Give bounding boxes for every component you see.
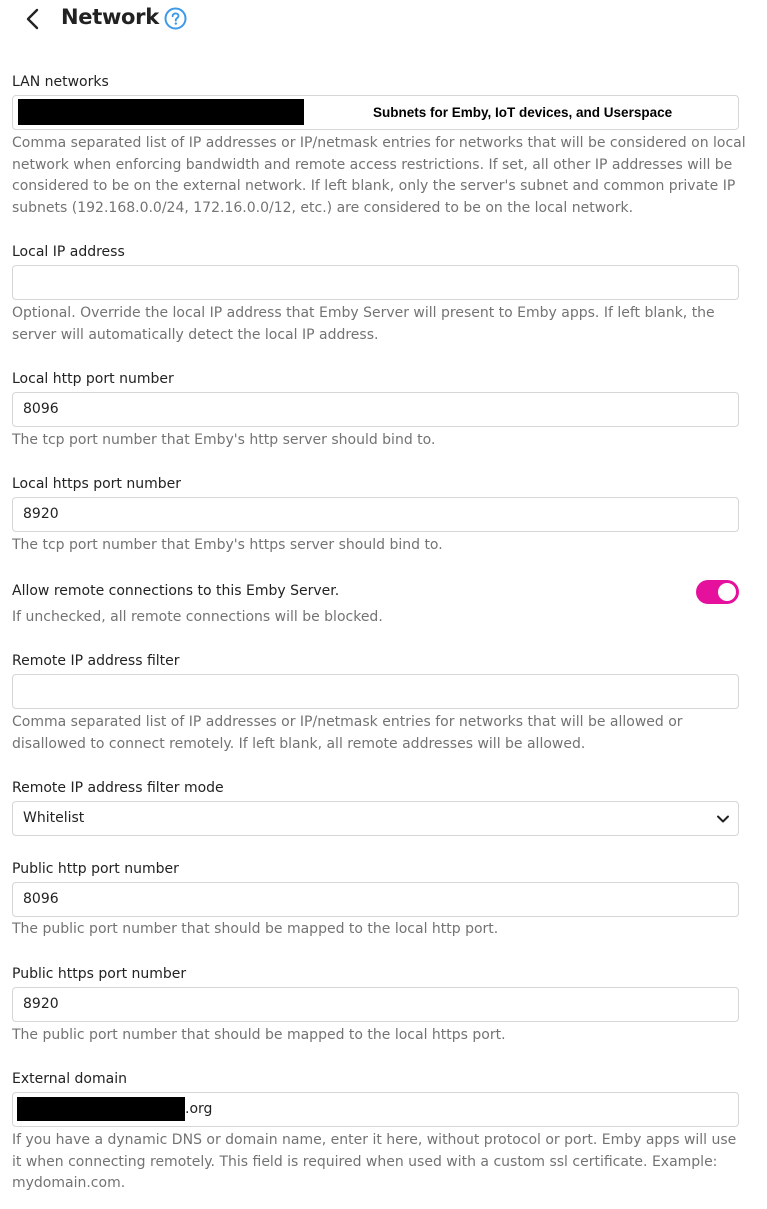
redacted-block (17, 1097, 185, 1121)
public-http-port-label: Public http port number (12, 861, 179, 877)
public-https-port-value: 8920 (23, 996, 59, 1012)
public-http-port-description: The public port number that should be mapped to the local http port. (12, 921, 499, 937)
external-domain-label: External domain (12, 1071, 127, 1087)
local-https-port-description: The tcp port number that Emby's https server should bind to. (12, 537, 443, 553)
redacted-block (18, 99, 304, 125)
allow-remote-toggle[interactable] (696, 580, 739, 604)
help-button[interactable] (164, 7, 187, 30)
chevron-down-icon (716, 812, 730, 826)
local-http-port-value: 8096 (23, 401, 59, 417)
external-domain-suffix: .org (185, 1101, 213, 1117)
filter-mode-label: Remote IP address filter mode (12, 780, 224, 796)
local-http-port-description: The tcp port number that Emby's http server should bind to. (12, 432, 436, 448)
local-ip-label: Local IP address (12, 244, 125, 260)
toggle-knob (718, 583, 736, 601)
lan-annotation: Subnets for Emby, IoT devices, and Userspace (373, 105, 673, 120)
public-http-port-input[interactable] (12, 882, 739, 917)
public-https-port-input[interactable] (12, 987, 739, 1022)
lan-networks-label: LAN networks (12, 74, 109, 90)
public-https-port-label: Public https port number (12, 966, 187, 982)
local-https-port-input[interactable] (12, 497, 739, 532)
filter-mode-value: Whitelist (23, 810, 85, 826)
back-button[interactable] (20, 6, 46, 32)
local-https-port-value: 8920 (23, 506, 59, 522)
external-domain-description: If you have a dynamic DNS or domain name, enter it here, without protocol or port. Emby apps will use it when connecting remotely. This field is required when used with a custom ssl certificate. Example: mydomain.com. (12, 1132, 737, 1191)
filter-mode-select[interactable] (12, 801, 739, 836)
chevron-left-icon (20, 6, 46, 32)
local-https-port-label: Local https port number (12, 476, 182, 492)
local-http-port-label: Local http port number (12, 371, 174, 387)
local-ip-input[interactable] (12, 265, 739, 300)
allow-remote-description: If unchecked, all remote connections will be blocked. (12, 609, 383, 625)
local-ip-description: Optional. Override the local IP address that Emby Server will present to Emby apps. If left blank, the server will automatically detect the local IP address. (12, 305, 715, 343)
remote-filter-description: Comma separated list of IP addresses or IP/netmask entries for networks that will be allowed or disallowed to connect remotely. If left blank, all remote addresses will be allowed. (12, 714, 683, 752)
remote-filter-label: Remote IP address filter (12, 653, 180, 669)
public-http-port-value: 8096 (23, 891, 59, 907)
local-http-port-input[interactable] (12, 392, 739, 427)
external-domain-input[interactable] (12, 1092, 739, 1127)
page-title: Network (61, 5, 159, 29)
allow-remote-label: Allow remote connections to this Emby Server. (12, 583, 340, 599)
page-header (0, 0, 767, 38)
lan-networks-description: Comma separated list of IP addresses or IP/netmask entries for networks that will be considered on local network when enforcing bandwidth and remote access restrictions. If set, all other IP addresses will be considered to be on the external network. If left blank, only the server's subnet and common private IP subnets (192.168.0.0/24, 172.16.0.0/12, etc.) are considered to be on the local network. (12, 135, 746, 216)
question-circle-icon (164, 7, 187, 30)
remote-filter-input[interactable] (12, 674, 739, 709)
public-https-port-description: The public port number that should be mapped to the local https port. (12, 1027, 506, 1043)
